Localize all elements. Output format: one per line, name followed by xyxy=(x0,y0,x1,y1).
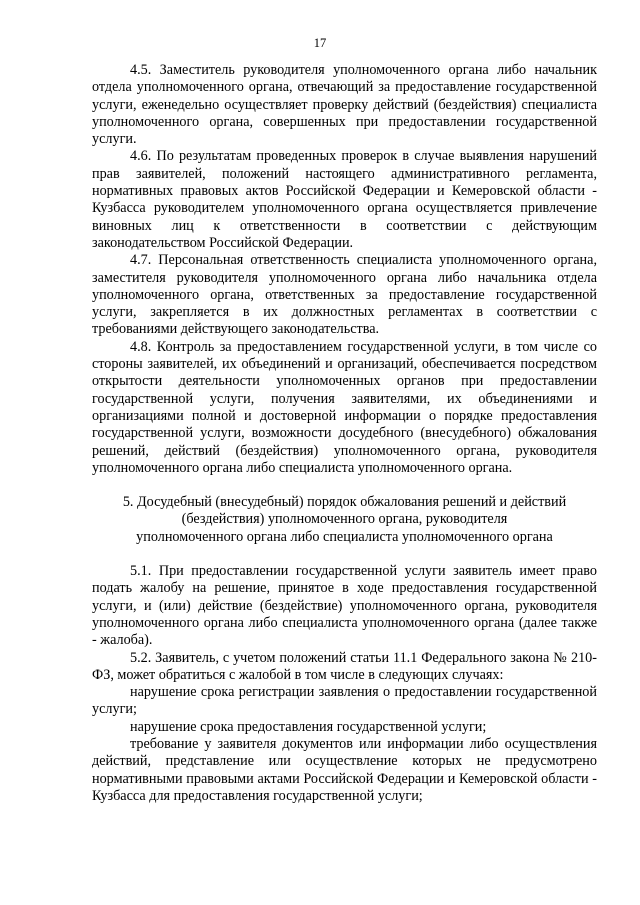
list-item-document-requirement: требование у заявителя документов или информации либо осуществления действий, представление или осуществление которых не предусмотрено нормативными правовыми актами Российской Федерации и Кемеровской области - Кузбасса для предоставления государственной услуги; xyxy=(92,735,597,804)
paragraph-5-1: 5.1. При предоставлении государственной услуги заявитель имеет право подать жалобу на решение, принятое в ходе предоставления государственной услуги, и (или) действие (бездействие) уполномоченного органа, руководителя уполномоченного органа либо специалиста уполномоченного органа (далее также - жалоба). xyxy=(92,563,597,649)
document-body xyxy=(92,62,597,805)
section-5-heading-line: (бездействия) уполномоченного органа, руководителя xyxy=(181,511,508,528)
list-item-registration-violation: нарушение срока регистрации заявления о предоставлении государственной услуги; xyxy=(92,684,597,718)
list-item-term-violation: нарушение срока предоставления государственной услуги; xyxy=(130,718,487,735)
section-5-heading-line: уполномоченного органа либо специалиста уполномоченного органа xyxy=(136,528,553,545)
paragraph-4-8: 4.8. Контроль за предоставлением государственной услуги, в том числе со стороны заявителей, их объединений и организаций, обеспечивается посредством открытости деятельности уполномоченных органов при предоставлении государственной услуги, получения заявителями, их объединениями и организациями полной и достоверной информации о порядке предоставления государственной услуги, возможности досудебного (внесудебного) обжалования решений, действий (бездействия) уполномоченного органа, руководителя уполномоченного органа либо специалиста уполномоченного органа. xyxy=(92,338,597,476)
paragraph-4-7: 4.7. Персональная ответственность специалиста уполномоченного органа, заместителя руководителя уполномоченного органа либо начальника отдела уполномоченного органа, ответственных за предоставление государственной услуги, закрепляется в их должностных регламентах в соответствии с требованиями действующего законодательства. xyxy=(92,252,597,338)
page-number: 17 xyxy=(313,36,327,50)
paragraph-4-5: 4.5. Заместитель руководителя уполномоченного органа либо начальник отдела уполномоченного органа, отвечающий за предоставление государственной услуги, еженедельно осуществляет проверку действий (бездействия) специалиста уполномоченного органа, совершенных при предоставлении государственной услуги. xyxy=(92,62,597,148)
paragraph-5-2: 5.2. Заявитель, с учетом положений статьи 11.1 Федерального закона № 210-ФЗ, может обратиться с жалобой в том числе в следующих случаях: xyxy=(92,649,597,683)
paragraph-4-6: 4.6. По результатам проведенных проверок в случае выявления нарушений прав заявителей, положений настоящего административного регламента, нормативных правовых актов Российской Федерации и Кемеровской области - Кузбасса руководителем уполномоченного органа осуществляется привлечение виновных лиц к ответственности в соответствии с действующим законодательством Российской Федерации. xyxy=(92,148,597,251)
section-5-heading-line: 5. Досудебный (внесудебный) порядок обжалования решений и действий xyxy=(122,494,567,511)
section-5-heading xyxy=(92,494,597,546)
